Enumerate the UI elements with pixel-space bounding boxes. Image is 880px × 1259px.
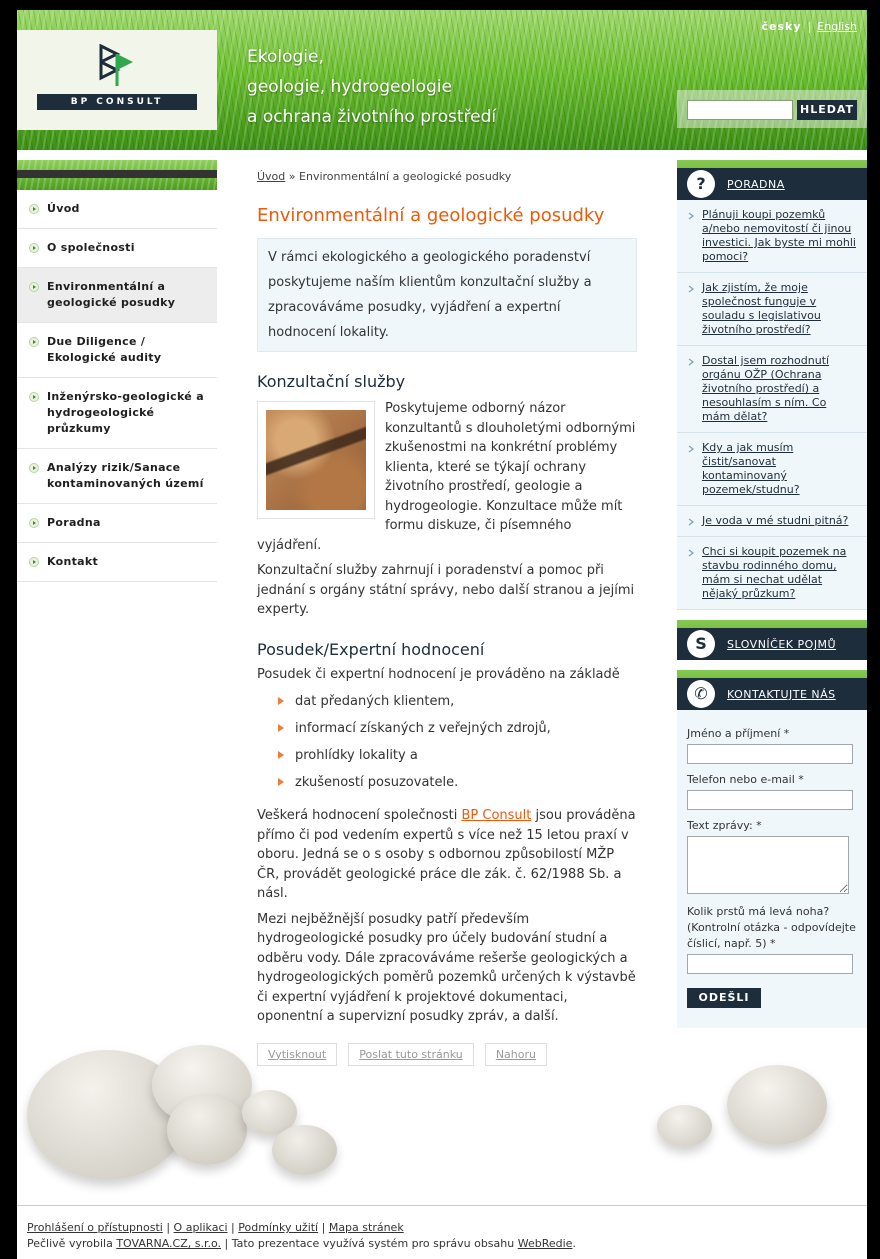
nav-item-label: Environmentální a geologické posudky (47, 280, 176, 309)
list-item (257, 742, 637, 769)
bullet-arrow-icon (277, 750, 285, 760)
lang-current: česky (761, 20, 802, 33)
footer-links: Prohlášení o přístupnosti | O aplikaci | Podmínky užití | Mapa stránek (27, 1221, 404, 1234)
bullet-arrow-icon (277, 723, 285, 733)
list-item (257, 769, 637, 796)
stone (727, 1065, 827, 1145)
faq-header (677, 160, 867, 200)
logo-text: BP CONSULT (37, 94, 197, 110)
intro-box: V rámci ekologického a geologického poradenství poskytujeme naším klientům konzultační služby a zpracováváme posudky, vyjádření a expertní hodnocení lokality. (257, 238, 637, 352)
name-label: Jméno a příjmení * (687, 727, 790, 740)
bullet-arrow-icon (29, 243, 39, 253)
posudek-paragraph: Posudek či expertní hodnocení je prováděno na základě (257, 666, 620, 682)
faq-link[interactable]: Dostal jsem rozhodnutí orgánu OŽP (Ochrana životního prostředí) a nesouhlasím s ním. Co mám dělat? (702, 354, 830, 423)
glossary-icon: S (687, 630, 715, 658)
rock-photo-image (266, 410, 366, 510)
tagline-line: a ochrana životního prostředí (247, 107, 497, 127)
chevron-right-icon (687, 445, 695, 453)
section-heading-consult: Konzultační služby (257, 372, 406, 391)
bullet-arrow-icon (29, 337, 39, 347)
consult-paragraph-2: Konzultační služby zahrnují i poradenství a pomoc při jednání s orgány státní správy, nebo další stranou a jejími experty. (257, 563, 635, 617)
main-navigation (17, 160, 217, 582)
consult-paragraph-1: Poskytujeme odborný názor konzultantů s dlouholetými odbornými zkušenostmi na konkrétní problémy klienta, které se týkají ochrany životního prostředí, geologie a hydrogeologie. Konzultace může mít formu diskuze, či písemného vyjádření. (257, 401, 636, 553)
evaluation-text-start: Veškerá hodnocení společnosti (257, 808, 458, 823)
bullet-arrow-icon (29, 518, 39, 528)
contact-title-link[interactable]: KONTAKTUJTE NÁS (727, 688, 836, 701)
footer-link-accessibility[interactable]: Prohlášení o přístupnosti (27, 1221, 163, 1234)
footer-credits: Pečlivě vyrobila TOVARNA.CZ, s.r.o. | Tato prezentace využívá systém pro správu obsahu WebRedie. (27, 1237, 576, 1250)
nav-item-kontakt[interactable] (17, 543, 217, 582)
list-item-text: prohlídky lokality a (295, 748, 418, 763)
bullet-arrow-icon (29, 204, 39, 214)
back-to-top-label: Nahoru (495, 1047, 536, 1061)
list-item-text: informací získaných z veřejných zdrojů, (295, 721, 551, 736)
faq-item (677, 506, 867, 537)
list-item-text: zkušeností posuzovatele. (295, 775, 459, 790)
bullet-arrow-icon (29, 282, 39, 292)
footer-link-sitemap[interactable]: Mapa stránek (328, 1221, 404, 1234)
tovarna-link[interactable]: TOVARNA.CZ, s.r.o. (116, 1237, 222, 1250)
phone-email-input[interactable] (687, 790, 853, 810)
name-input[interactable] (687, 744, 853, 764)
contact-header (677, 670, 867, 710)
header (17, 10, 867, 150)
send-page-button[interactable] (348, 1043, 473, 1066)
language-switcher: česky | English (761, 20, 857, 33)
nav-item-pruzkumy[interactable] (17, 378, 217, 449)
question-icon: ? (687, 170, 715, 198)
bullet-arrow-icon (29, 557, 39, 567)
tagline-line: Ekologie, (247, 47, 324, 67)
cms-end: . (572, 1237, 576, 1250)
main-content (257, 160, 637, 1066)
glossary-title-link[interactable]: SLOVNÍČEK POJMŮ (727, 638, 837, 651)
logo[interactable] (17, 30, 217, 130)
chevron-right-icon (687, 212, 695, 220)
made-by-text: Pečlivě vyrobila (27, 1237, 113, 1250)
faq-item (677, 273, 867, 346)
bullet-arrow-icon (277, 777, 285, 787)
stone (657, 1105, 712, 1147)
bullet-arrow-icon (277, 696, 285, 706)
list-item (257, 688, 637, 715)
tagline-line: geologie, hydrogeologie (247, 77, 452, 97)
faq-list (677, 200, 867, 610)
captcha-label: Kolik prstů má levá noha? (Kontrolní otázka - odpovídejte číslicí, např. 5) * (687, 905, 856, 950)
sidebar (677, 160, 867, 1028)
bullet-arrow-icon (29, 463, 39, 473)
send-page-label: Poslat tuto stránku (359, 1047, 463, 1061)
nav-item-label: Poradna (47, 516, 101, 529)
breadcrumb (257, 170, 637, 183)
chevron-right-icon (687, 549, 695, 557)
evaluation-paragraph (257, 806, 637, 904)
faq-title-link[interactable]: PORADNA (727, 178, 785, 191)
phone-icon: ✆ (687, 680, 715, 708)
faq-item (677, 346, 867, 433)
nav-header-strip (17, 160, 217, 190)
logo-mark-icon (95, 44, 139, 88)
faq-link[interactable]: Chci si koupit pozemek na stavbu rodinného domu, mám si nechat udělat nějaký průzkum? (702, 545, 847, 600)
print-label: Vytisknout (268, 1047, 327, 1061)
faq-item (677, 537, 867, 610)
chevron-right-icon (687, 285, 695, 293)
message-textarea[interactable] (687, 836, 849, 894)
footer-link-terms[interactable]: Podmínky užití (238, 1221, 319, 1234)
nav-item-due-diligence[interactable] (17, 323, 217, 378)
stone (167, 1095, 247, 1165)
message-label: Text zprávy: * (687, 819, 762, 832)
print-button[interactable] (257, 1043, 337, 1066)
footer (17, 1205, 867, 1259)
nav-item-label: O společnosti (47, 241, 135, 254)
back-to-top-button[interactable] (485, 1043, 547, 1066)
nav-item-label: Inženýrsko-geologické a hydrogeologické průzkumy (47, 390, 204, 435)
faq-link[interactable]: Jak zjistím, že moje společnost funguje v souladu s legislativou životního prostředí? (702, 281, 821, 336)
search-box (677, 90, 867, 128)
phone-label: Telefon nebo e-mail * (687, 773, 804, 786)
nav-item-o-spolecnosti[interactable] (17, 229, 217, 268)
webredie-link[interactable]: WebRedie (517, 1237, 573, 1250)
chevron-right-icon (687, 518, 695, 526)
faq-item (677, 200, 867, 273)
footer-link-about-app[interactable]: O aplikaci (173, 1221, 228, 1234)
lang-english-link[interactable]: English (817, 20, 857, 33)
faq-link[interactable]: Je voda v mé studni pitná? (702, 514, 849, 527)
breadcrumb-home-link[interactable]: Úvod (257, 170, 286, 183)
cms-text: Tato prezentace využívá systém pro správu obsahu (231, 1237, 515, 1250)
bp-consult-link[interactable]: BP Consult (461, 808, 532, 823)
faq-link[interactable]: Plánuji koupi pozemků a/nebo nemovitostí či jinou investici. Jak byste mi mohli pomoci? (702, 208, 856, 263)
nav-item-analyzy-rizik[interactable] (17, 449, 217, 504)
page (17, 10, 867, 1259)
list-item-text: dat předaných klientem, (295, 694, 455, 709)
rock-photo (257, 401, 375, 519)
nav-item-label: Due Diligence / Ekologické audity (47, 335, 162, 364)
chevron-right-icon (687, 358, 695, 366)
stone (272, 1125, 337, 1175)
captcha-input[interactable] (687, 954, 853, 974)
nav-item-uvod[interactable] (17, 190, 217, 229)
search-button[interactable]: HLEDAT (797, 100, 857, 120)
contact-form (677, 710, 867, 1028)
nav-item-label: Analýzy rizik/Sanace kontaminovaných území (47, 461, 204, 490)
page-title: Environmentální a geologické posudky (257, 205, 605, 226)
common-paragraph: Mezi nejběžnější posudky patří především hydrogeologické posudky pro účely budování studní a odběru vody. Dále zpracováváme rešerše geologických a hydrogeologických poměrů pozemků určených k výstavbě či expertní vyjádření k projektové dokumentaci, oponentní a supervizní posudky zpráv, a další. (257, 911, 636, 1024)
basis-list (257, 688, 637, 796)
nav-item-posudky[interactable] (17, 268, 217, 323)
section-heading-posudek: Posudek/Expertní hodnocení (257, 639, 485, 659)
faq-link[interactable]: Kdy a jak musím čistit/sanovat kontaminovaný pozemek/studnu? (702, 441, 800, 496)
faq-item (677, 433, 867, 506)
page-actions (257, 1043, 637, 1066)
submit-button[interactable]: ODEŠLI (687, 988, 761, 1008)
list-item (257, 715, 637, 742)
bullet-arrow-icon (29, 392, 39, 402)
tagline (247, 42, 496, 132)
evaluation-text-end: jsou prováděna přímo či pod vedením expertů s více než 15 letou praxí v oboru. Jedná se o s osoby s odbornou způsobilostí MŽP ČR, provádět geologické práce dle zák. č. 62/1988 Sb. a násl. (257, 808, 636, 901)
nav-item-poradna[interactable] (17, 504, 217, 543)
breadcrumb-separator: » (288, 170, 296, 183)
search-input[interactable] (687, 100, 793, 120)
nav-item-label: Kontakt (47, 555, 99, 568)
nav-item-label: Úvod (47, 202, 80, 215)
glossary-header (677, 620, 867, 660)
breadcrumb-current: Environmentální a geologické posudky (299, 170, 512, 183)
